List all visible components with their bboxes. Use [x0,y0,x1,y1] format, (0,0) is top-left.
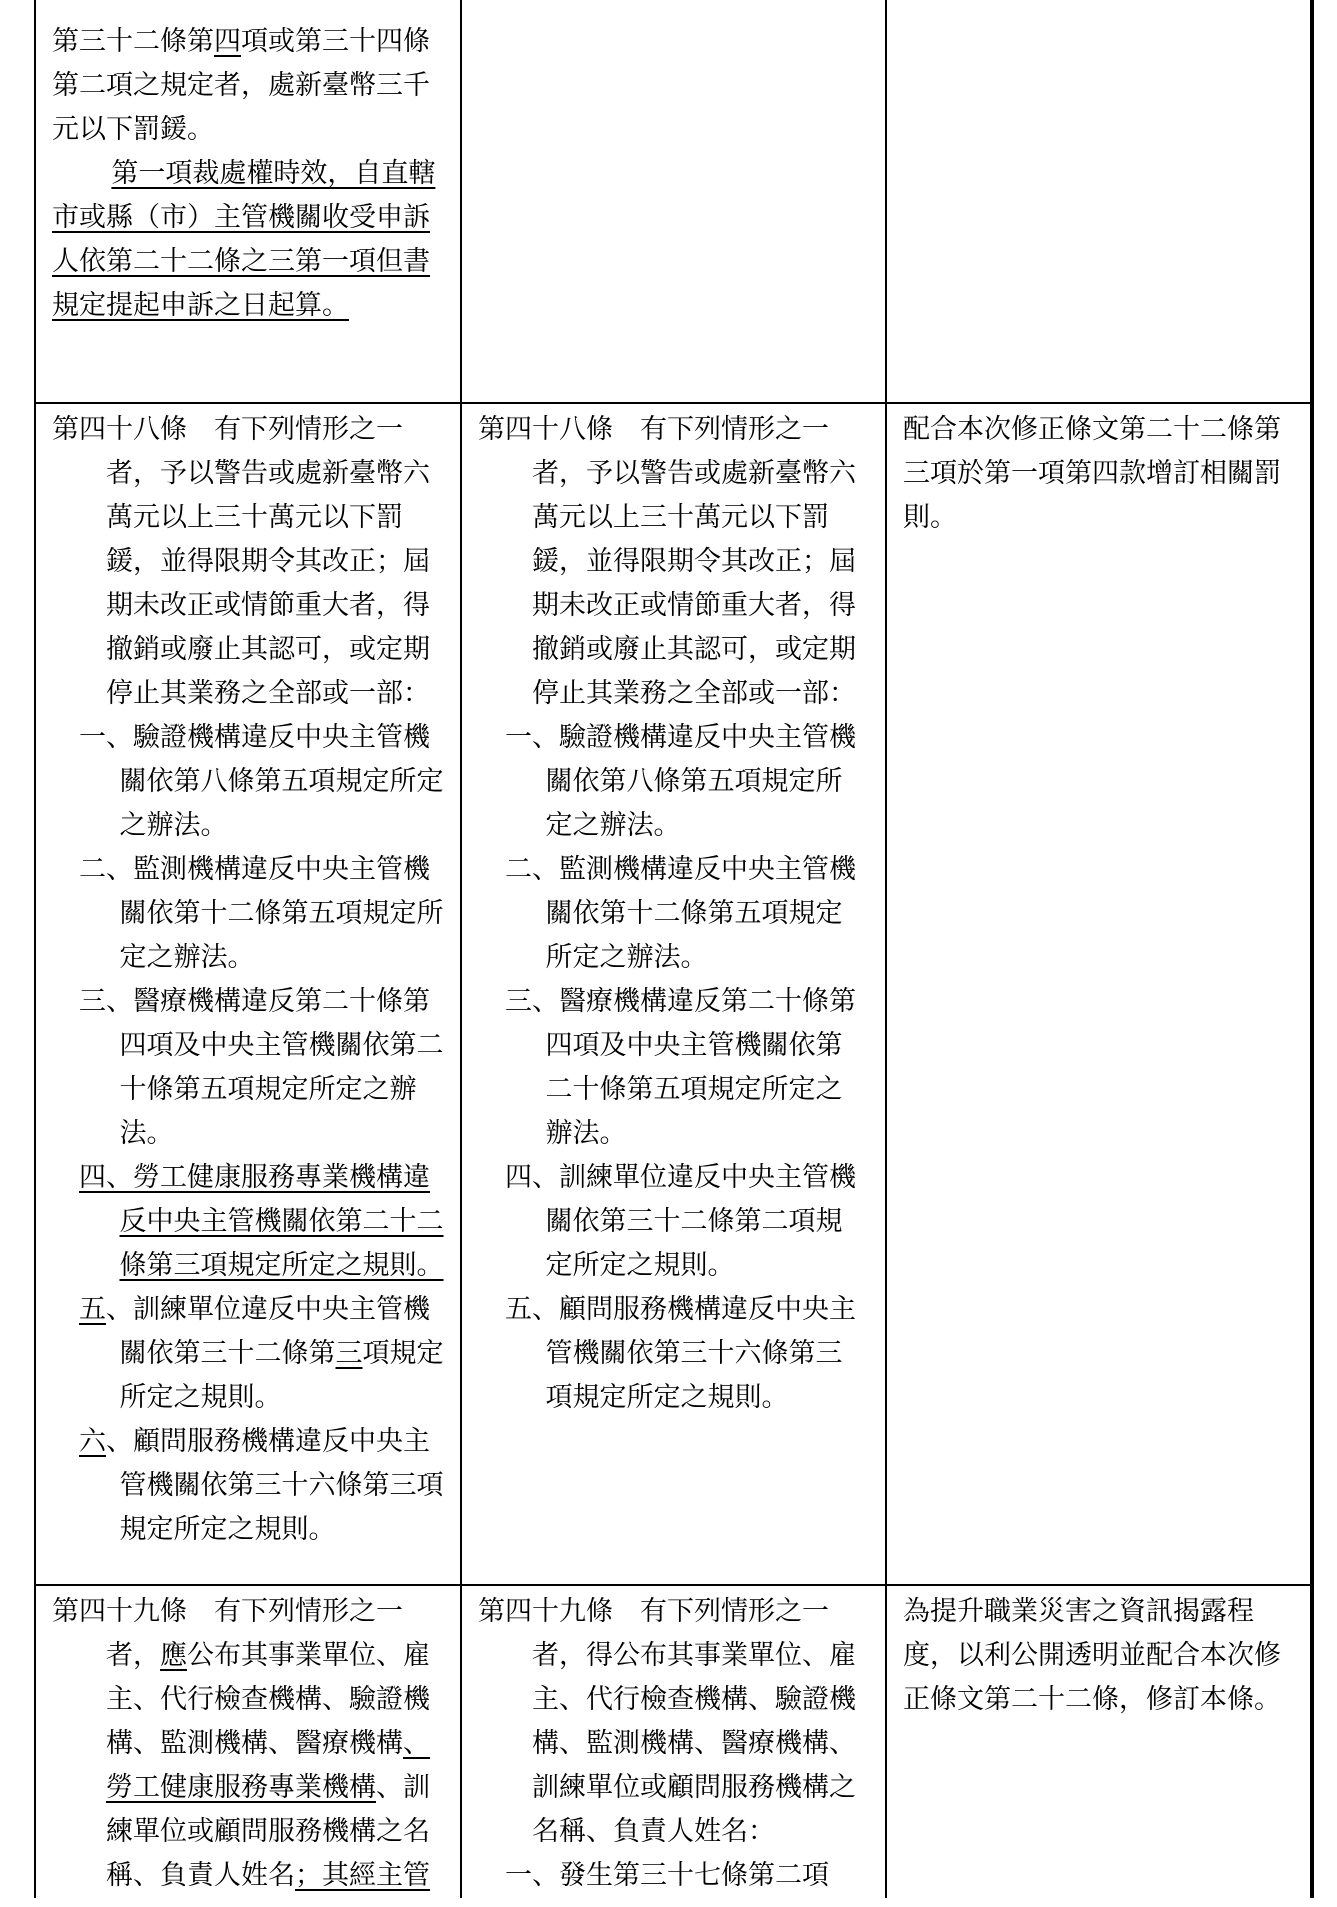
list-item: 五、顧問服務機構違反中央主管機關依第三十六條第三項規定所定之規則。 [505,1294,856,1413]
list-item: 二、監測機構違反中央主管機關依第十二條第五項規定所定之辦法。 [79,854,444,973]
list-item: 一、發生第三十七條第二項 [505,1860,829,1891]
amended-paragraph: 第一項裁處權時效，自直轄市或縣（市）主管機關收受申訴人依第二十二條之三第一項但書規定提起申訴之日起算。 [52,158,436,321]
amended-underline: 四 [214,26,241,57]
list-item: 三、醫療機構違反第二十條第四項及中央主管機關依第二十條第五項規定所定之辦法。 [79,986,444,1149]
explanation-cell [886,403,1312,1585]
article-heading: 第四十八條 有下列情形之一者，予以警告或處新臺幣六萬元以上三十萬元以下罰鍰，並得限期令其改正；屆期未改正或情節重大者，得撤銷或廢止其認可，或定期停止其業務之全部或一部： [478,414,856,709]
article-text-fragment: 第三十二條第四項或第三十四條第二項之規定者，處新臺幣三千元以下罰鍰。 [52,26,430,145]
article-heading: 第四十八條 有下列情形之一者，予以警告或處新臺幣六萬元以上三十萬元以下罰鍰，並得限期令其改正；屆期未改正或情節重大者，得撤銷或廢止其認可，或定期停止其業務之全部或一部： [52,414,430,709]
article-heading: 第四十九條 有下列情形之一者，應公布其事業單位、雇主、代行檢查機構、驗證機構、監測機構、醫療機構、勞工健康服務專業機構、訓練單位或顧問服務機構之名稱、負責人姓名；其經主管 [52,1596,430,1891]
amended-underline: 四、勞工健康服務專業機構違反中央主管機關依第二十二條第三項規定所定之規則。 [79,1162,444,1281]
explanation-cell [886,1585,1312,1898]
amended-text-cell [35,403,461,1585]
amended-text-cell [35,0,461,403]
table-row [35,0,1312,403]
list-item: 六、顧問服務機構違反中央主管機關依第三十六條第三項規定所定之規則。 [79,1426,444,1545]
list-item: 四、訓練單位違反中央主管機關依第三十二條第二項規定所定之規則。 [505,1162,856,1281]
current-text-cell [461,1585,886,1898]
list-item: 五、訓練單位違反中央主管機關依第三十二條第三項規定所定之規則。 [79,1294,444,1413]
amended-text-cell [35,1585,461,1898]
amendment-comparison-table [34,0,1314,1898]
list-item: 三、醫療機構違反第二十條第四項及中央主管機關依第二十條第五項規定所定之辦法。 [505,986,856,1149]
list-item: 一、驗證機構違反中央主管機關依第八條第五項規定所定之辦法。 [505,722,856,841]
current-text-cell [461,0,886,403]
table-row [35,403,1312,1585]
list-item: 二、監測機構違反中央主管機關依第十二條第五項規定所定之辦法。 [505,854,856,973]
list-item [66,1156,445,1288]
list-item: 一、驗證機構違反中央主管機關依第八條第五項規定所定之辦法。 [79,722,444,841]
table-row [35,1585,1312,1898]
explanation-text: 配合本次修正條文第二十二條第三項於第一項第四款增訂相關罰則。 [903,414,1281,533]
explanation-cell [886,0,1312,403]
current-text-cell [461,403,886,1585]
explanation-text: 為提升職業災害之資訊揭露程度，以利公開透明並配合本次修正條文第二十二條，修訂本條。 [903,1596,1281,1715]
article-heading: 第四十九條 有下列情形之一者，得公布其事業單位、雇主、代行檢查機構、驗證機構、監測機構、醫療機構、訓練單位或顧問服務機構之名稱、負責人姓名： [478,1596,856,1847]
